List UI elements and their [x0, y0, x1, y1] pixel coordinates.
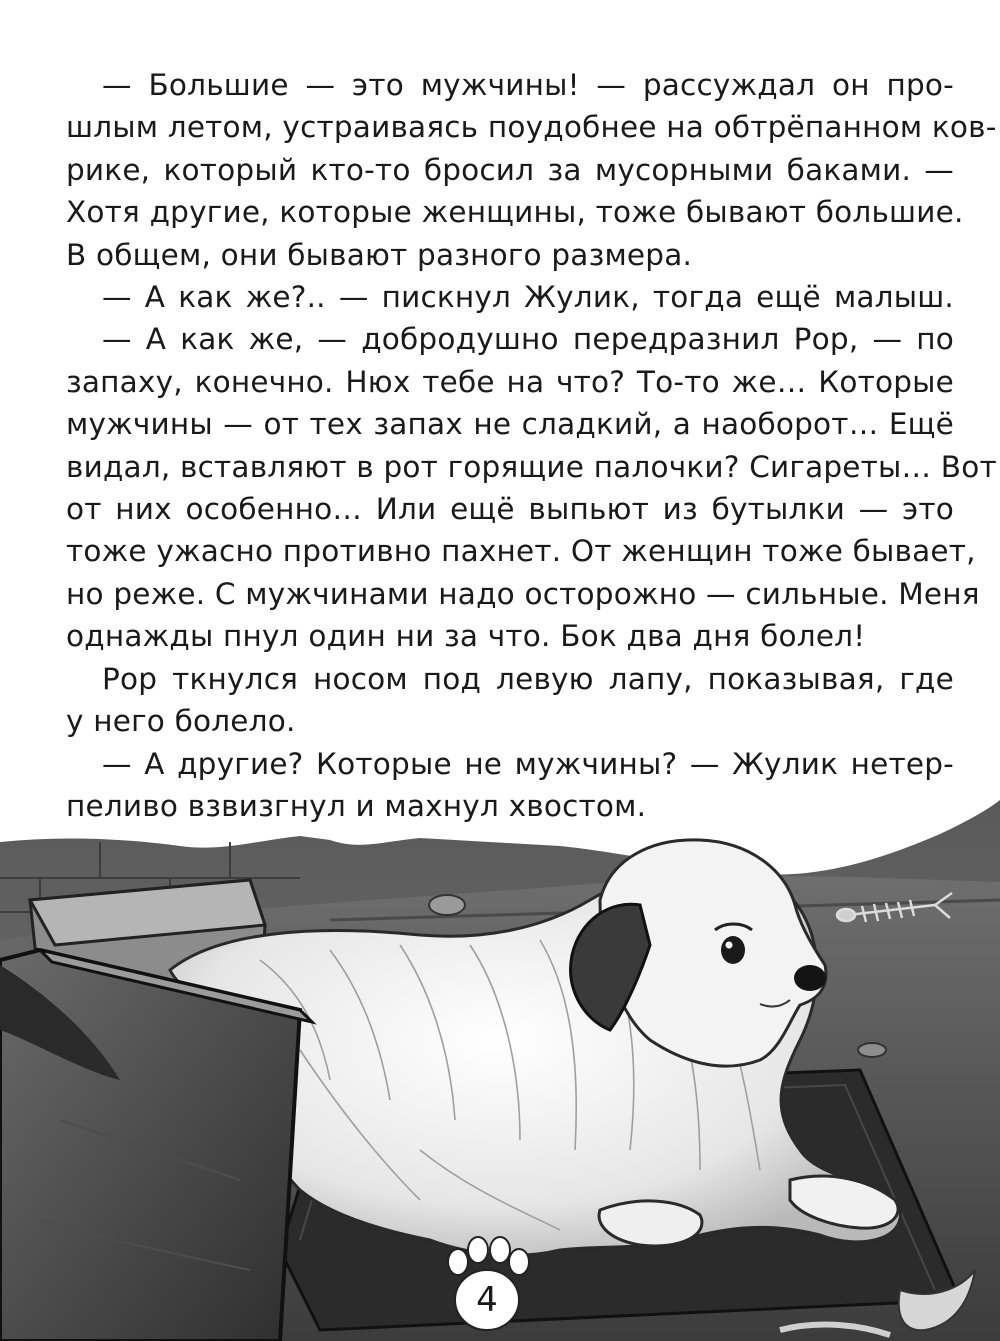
dog-nose — [794, 965, 826, 991]
text-line: — Большие — это мужчины! — рассуждал он про- — [102, 68, 954, 102]
text-line: запаху, конечно. Нюх тебе на что? То-то же… Которые — [66, 364, 954, 399]
dog-eye — [721, 936, 745, 964]
text-line: Рор ткнулся носом под левую лапу, показывая, где — [102, 661, 954, 696]
text-line: от них особенно… Или ещё выпьют из бутылки — это — [66, 492, 954, 527]
text-line: В общем, они бывают разного размера. — [66, 237, 693, 272]
story-text — [66, 64, 997, 827]
text-line: тоже ужасно противно пахнет. От женщин тоже бывает, — [66, 534, 976, 569]
dog-illustration — [0, 800, 1000, 1341]
text-line: — А другие? Которые не мужчины? — Жулик нетер- — [102, 746, 954, 781]
text-line: — А как же?.. — пискнул Жулик, тогда ещё малыш. — [102, 280, 954, 315]
pebble — [858, 1043, 886, 1057]
text-line: но реже. С мужчинами надо осторожно — сильные. Меня — [66, 576, 980, 611]
text-line: видал, вставляют в рот горящие палочки? Сигареты… Вот — [66, 449, 997, 484]
text-line: у него болело. — [66, 704, 296, 739]
pebble — [429, 895, 465, 915]
paragraph-3 — [66, 318, 997, 657]
text-line: рике, который кто-то бросил за мусорными баками. — — [66, 152, 954, 187]
text-line: пеливо взвизгнул и махнул хвостом. — [66, 788, 647, 823]
text-line: — А как же, — добродушно передразнил Рор, — по — [102, 322, 954, 357]
paragraph-4 — [66, 658, 954, 743]
text-line: шлым летом, устраиваясь поудобнее на обтрёпанном ков- — [66, 110, 997, 145]
paragraph-2 — [66, 276, 954, 318]
text-line: мужчины — от тех запах не сладкий, а наоборот… Ещё — [66, 407, 954, 442]
paragraph-1 — [66, 64, 997, 276]
text-line: Хотя другие, которые женщины, тоже бывают большие. — [66, 195, 964, 230]
text-line: однажды пнул один ни за что. Бок два дня болел! — [66, 619, 866, 654]
page-number: 4 — [476, 1280, 498, 1320]
